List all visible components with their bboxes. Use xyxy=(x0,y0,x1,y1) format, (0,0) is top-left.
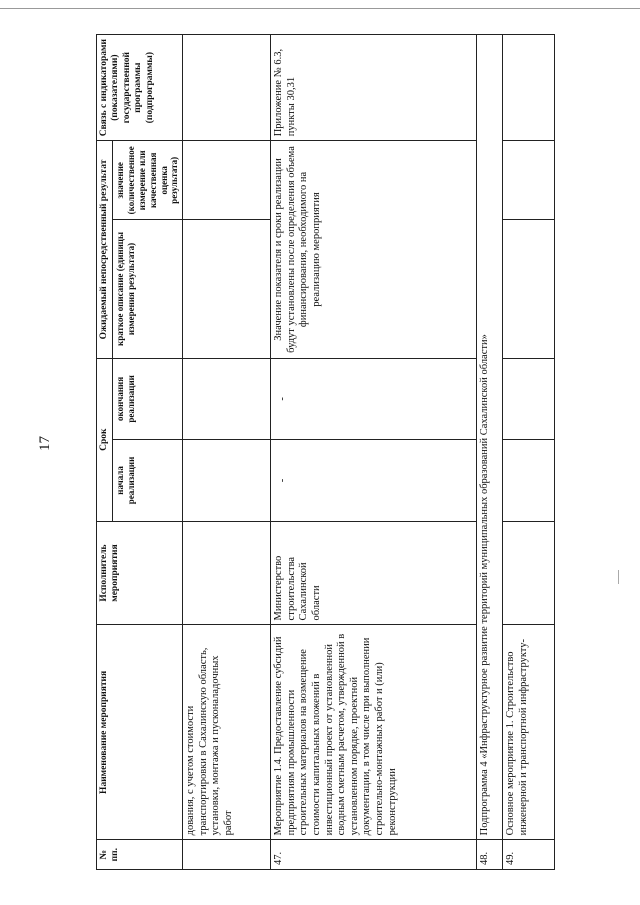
header-name: Наименование мероприятия xyxy=(97,625,183,840)
row-desc: Значение показателя и сроки реализации будут установлены после определения объема финансирования, необходимого на реализацию мероприятия xyxy=(271,141,477,358)
row-desc xyxy=(503,220,555,358)
row-start xyxy=(503,440,555,522)
row-link xyxy=(183,35,271,141)
row-start xyxy=(183,440,271,522)
row-desc xyxy=(183,220,271,358)
row-end xyxy=(183,358,271,440)
row-name: Основное мероприятие 1. Строительство инженерной и транспортной инфраструкту- xyxy=(503,625,555,840)
row-name: дования, с учетом стоимости транспортировки в Сахалинскую область, установки, монтажа и пусконаладочных работ xyxy=(183,625,271,840)
top-border-line xyxy=(0,8,640,9)
rotated-table-wrapper xyxy=(96,34,538,870)
row-executor: Министерство строительства Сахалинской области xyxy=(271,521,477,625)
scan-mark xyxy=(618,570,625,584)
row-num: 49. xyxy=(503,840,555,870)
header-num: № пп. xyxy=(97,840,183,870)
row-start: - xyxy=(271,440,477,522)
header-executor: Исполнитель мероприятия xyxy=(97,521,183,625)
table-row xyxy=(477,35,503,870)
row-num xyxy=(183,840,271,870)
row-num: 47. xyxy=(271,840,477,870)
header-result: Ожидаемый непосредственный результат xyxy=(97,141,113,358)
measures-table xyxy=(96,34,555,870)
row-num: 48. xyxy=(477,840,503,870)
row-value xyxy=(503,141,555,220)
table-row xyxy=(503,35,555,870)
header-term-end: окончания реализации xyxy=(113,358,183,440)
header-result-value: значение (количественное измерение или качественная оценка результата) xyxy=(113,141,183,220)
row-executor xyxy=(183,521,271,625)
subprogram-row: Подпрограмма 4 «Инфраструктурное развитие территорий муниципальных образований Сахалинской области» xyxy=(477,35,503,840)
table-row xyxy=(183,35,271,870)
page-number: 17 xyxy=(37,436,53,451)
row-value xyxy=(183,141,271,220)
header-result-desc: краткое описание (единицы измерения результата) xyxy=(113,220,183,358)
row-name: Мероприятие 1.4. Предоставление субсидий предприятиям промышленности строительных материалов на возмещение стоимости капитальных вложений в инвестиционный проект от установленной сводным сметным расчетом, утвержденной в установленном порядке, проектной документации, в том числе при выполнении строительно-монтажных работ и (или) реконструкции xyxy=(271,625,477,840)
table-row xyxy=(271,35,477,870)
row-executor xyxy=(503,521,555,625)
header-term-start: начала реализации xyxy=(113,440,183,522)
header-link: Связь с индикаторами (показателями) государственной программы (подпрограммы) xyxy=(97,35,183,141)
row-link xyxy=(503,35,555,141)
row-end xyxy=(503,358,555,440)
row-end: - xyxy=(271,358,477,440)
header-term: Срок xyxy=(97,358,113,521)
row-link: Приложение № 6.3, пункты 30,31 xyxy=(271,35,477,141)
